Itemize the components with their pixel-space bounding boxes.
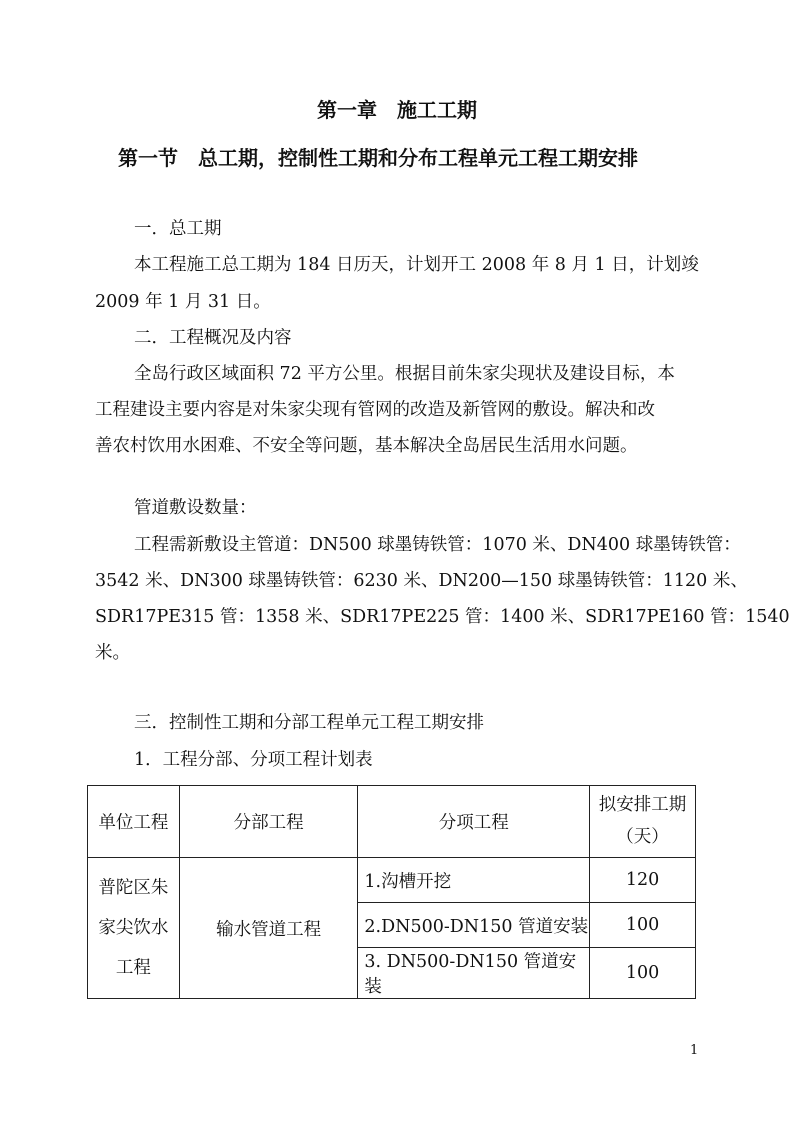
overview-text-2: 工程建设主要内容是对朱家尖现有管网的改造及新管网的敷设。解决和改 (95, 400, 655, 420)
pipe-heading: 管道敷设数量： (134, 498, 257, 518)
days-cell: 100 (590, 903, 696, 948)
total-duration-heading: 一．总工期 (134, 219, 222, 239)
header-item: 分项工程 (358, 786, 590, 858)
section-title: 第一节 总工期，控制性工期和分布工程单元工程工期安排 (118, 146, 638, 170)
total-duration-text: 本工程施工总工期为 184 日历天，计划开工 2008 年 8 月 1 日，计划竣 (134, 255, 699, 275)
pipe-text-4: 米。 (95, 643, 130, 663)
table-row (88, 858, 696, 903)
pipe-text-3: SDR17PE315 管：1358 米、SDR17PE225 管：1400 米、SDR17PE160 管：1540 (95, 607, 790, 627)
division-cell: 输水管道工程 (179, 858, 358, 999)
item-cell: 2.DN500-DN150 管道安装 (358, 903, 590, 948)
overview-text-1: 全岛行政区域面积 72 平方公里。根据目前朱家尖现状及建设目标，本 (134, 364, 675, 384)
header-days-line1: 拟安排工期 (598, 794, 687, 815)
days-cell: 120 (590, 858, 696, 903)
pipe-text-2: 3542 米、DN300 球墨铸铁管：6230 米、DN200—150 球墨铸铁管：1120 米、 (95, 571, 748, 591)
header-days-line2: （天） (616, 826, 669, 847)
chapter-title: 第一章 施工工期 (317, 98, 477, 122)
overview-text-3: 善农村饮用水困难、不安全等问题，基本解决全岛居民生活用水问题。 (95, 436, 638, 456)
item-cell: 3. DN500-DN150 管道安装 (358, 948, 590, 999)
item-cell: 1.沟槽开挖 (358, 858, 590, 903)
page-number: 1 (690, 1043, 699, 1058)
header-days (590, 786, 696, 858)
total-duration-text-2: 2009 年 1 月 31 日。 (95, 292, 271, 312)
unit-line: 工程 (115, 958, 151, 978)
unit-cell (88, 858, 180, 999)
table-header-row (88, 786, 696, 858)
schedule-table (87, 785, 696, 999)
header-unit: 单位工程 (88, 786, 180, 858)
pipe-text-1: 工程需新敷设主管道：DN500 球墨铸铁管：1070 米、DN400 球墨铸铁管： (134, 535, 741, 555)
unit-line: 家尖饮水 (98, 918, 169, 938)
unit-line: 普陀区朱 (98, 878, 169, 898)
header-division: 分部工程 (179, 786, 358, 858)
overview-heading: 二．工程概况及内容 (134, 328, 292, 348)
days-cell: 100 (590, 948, 696, 999)
schedule-heading: 三．控制性工期和分部工程单元工程工期安排 (134, 713, 484, 733)
schedule-subheading: 1．工程分部、分项工程计划表 (134, 750, 373, 770)
